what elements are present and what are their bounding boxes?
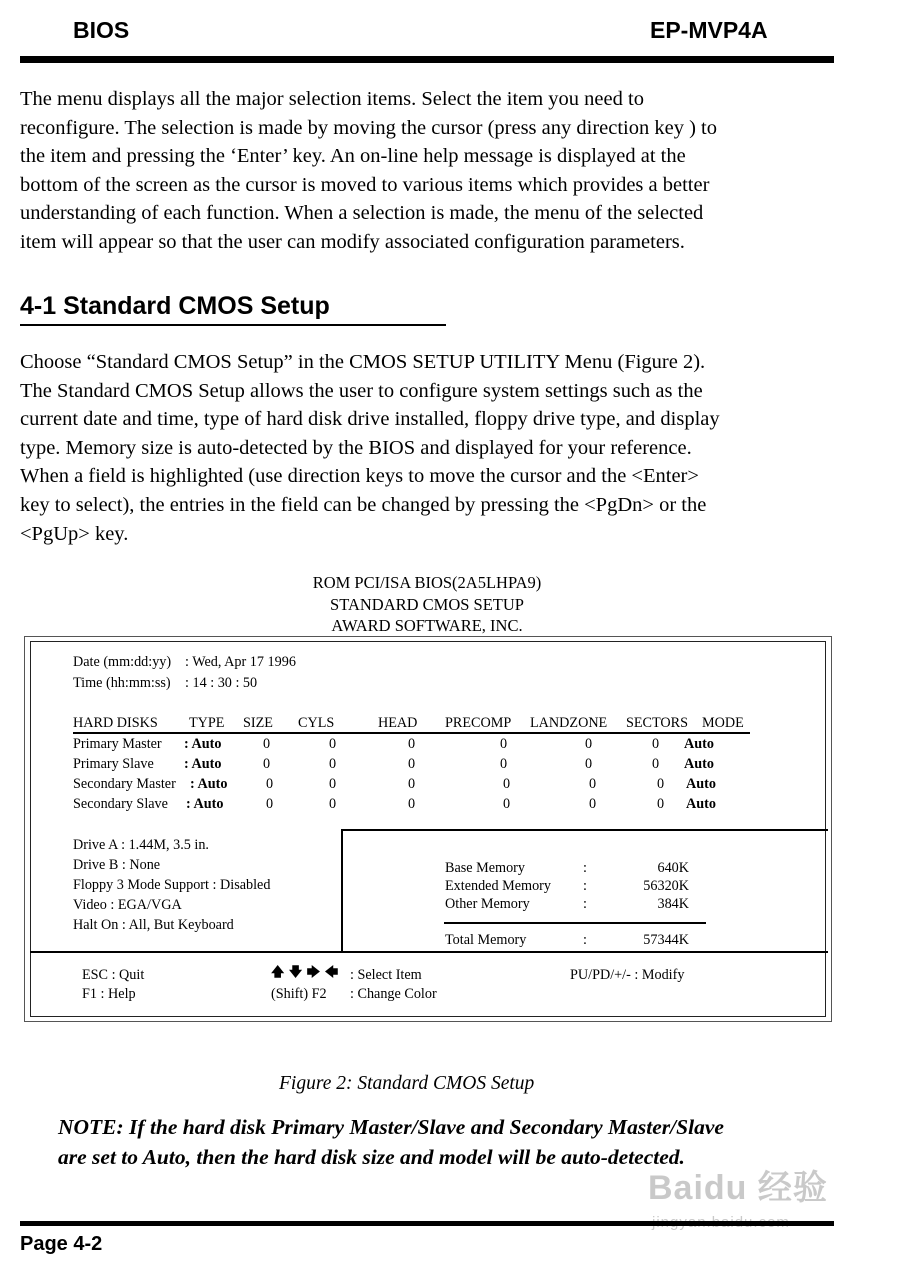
total-memory-label: Total Memory	[445, 932, 527, 948]
hd-row-size: 0	[266, 796, 274, 812]
hd-row-sectors: 0	[657, 776, 665, 792]
hd-row-name: Primary Master	[73, 736, 162, 752]
hd-row-head: 0	[408, 736, 416, 752]
intro-line: bottom of the screen as the cursor is moved to various items which provides a better	[20, 173, 710, 196]
hd-row-mode[interactable]: Auto	[686, 796, 716, 812]
hd-row-precomp: 0	[503, 796, 511, 812]
hd-row-landzone: 0	[589, 776, 597, 792]
note-line: NOTE: If the hard disk Primary Master/Slave and Secondary Master/Slave	[58, 1115, 724, 1139]
intro-line: item will appear so that the user can modify associated configuration parameters.	[20, 230, 685, 253]
drive-b-setting[interactable]: Drive B : None	[73, 857, 161, 873]
section-title: 4-1 Standard CMOS Setup	[20, 292, 330, 320]
total-memory-value: 57344K	[643, 932, 689, 948]
intro-line: reconfigure. The selection is made by moving the cursor (press any direction key ) to	[20, 116, 717, 139]
body-paragraph	[20, 348, 900, 548]
body-line: current date and time, type of hard disk drive installed, floppy drive type, and display	[20, 408, 720, 431]
key-f1-help: F1 : Help	[82, 986, 136, 1002]
key-modify: PU/PD/+/- : Modify	[570, 967, 685, 983]
hd-row-size: 0	[263, 756, 271, 772]
body-line: Choose “Standard CMOS Setup” in the CMOS SETUP UTILITY Menu (Figure 2).	[20, 351, 706, 373]
key-shift-f2: (Shift) F2	[271, 986, 327, 1002]
intro-line: the item and pressing the ‘Enter’ key. An on-line help message is displayed at the	[20, 145, 686, 168]
hd-row-type[interactable]: : Auto	[186, 796, 224, 812]
bios-caption-line: AWARD SOFTWARE, INC.	[331, 616, 523, 635]
hd-header: TYPE	[189, 715, 225, 731]
hd-row-landzone: 0	[585, 736, 593, 752]
memory-colon: :	[583, 878, 587, 894]
body-line: type. Memory size is auto-detected by the BIOS and displayed for your reference.	[20, 436, 692, 459]
bios-caption-line: ROM PCI/ISA BIOS(2A5LHPA9)	[312, 573, 542, 592]
hd-row-sectors: 0	[652, 736, 660, 752]
hd-row-cyls: 0	[329, 796, 337, 812]
halt-on-setting[interactable]: Halt On : All, But Keyboard	[73, 917, 234, 933]
hd-row-name: Secondary Master	[73, 776, 176, 792]
header-model: EP-MVP4A	[650, 17, 768, 43]
hd-row-precomp: 0	[503, 776, 511, 792]
hd-header: HARD DISKS	[73, 715, 158, 731]
time-value[interactable]: : 14 : 30 : 50	[185, 675, 258, 691]
hd-row-landzone: 0	[589, 796, 597, 812]
floppy3-mode-setting[interactable]: Floppy 3 Mode Support : Disabled	[73, 877, 271, 893]
memory-total-rule	[444, 922, 706, 924]
date-label: Date (mm:dd:yy)	[73, 654, 172, 670]
hd-row-cyls: 0	[329, 736, 337, 752]
hd-header: HEAD	[378, 715, 418, 731]
body-line: When a field is highlighted (use direction keys to move the cursor and the <Enter>	[20, 465, 699, 488]
header-rule	[20, 56, 834, 63]
total-memory-colon: :	[583, 932, 587, 948]
body-line: The Standard CMOS Setup allows the user to configure system settings such as the	[20, 379, 703, 402]
keys-separator-rule	[30, 951, 828, 953]
hd-row-name: Primary Slave	[73, 756, 154, 772]
hd-row-precomp: 0	[500, 736, 508, 752]
intro-paragraph	[20, 85, 900, 257]
page-number: Page 4-2	[20, 1233, 103, 1255]
memory-label: Extended Memory	[445, 878, 551, 894]
memory-value: 384K	[657, 896, 689, 912]
hd-row-mode[interactable]: Auto	[686, 776, 716, 792]
section-title-underline	[20, 324, 446, 326]
date-value[interactable]: : Wed, Apr 17 1996	[185, 654, 296, 670]
hd-row-mode[interactable]: Auto	[684, 736, 714, 752]
hd-header: LANDZONE	[530, 715, 608, 731]
memory-value: 56320K	[643, 878, 689, 894]
hd-row-head: 0	[408, 776, 416, 792]
hd-row-landzone: 0	[585, 756, 593, 772]
memory-colon: :	[583, 896, 587, 912]
hd-row-size: 0	[263, 736, 271, 752]
hd-row-size: 0	[266, 776, 274, 792]
note-line: are set to Auto, then the hard disk size and model will be auto-detected.	[58, 1145, 685, 1169]
memory-panel-top-rule	[341, 829, 828, 831]
drive-a-setting[interactable]: Drive A : 1.44M, 3.5 in.	[73, 837, 209, 853]
hd-row-precomp: 0	[500, 756, 508, 772]
hd-header: CYLS	[298, 715, 335, 731]
intro-line: understanding of each function. When a selection is made, the menu of the selected	[20, 202, 704, 225]
key-esc-quit: ESC : Quit	[82, 967, 145, 983]
memory-label: Base Memory	[445, 860, 525, 876]
body-line: <PgUp> key.	[20, 522, 129, 545]
hd-header: SIZE	[243, 715, 273, 731]
hd-row-head: 0	[408, 796, 416, 812]
bios-caption-line: STANDARD CMOS SETUP	[330, 595, 524, 614]
hd-row-cyls: 0	[329, 756, 337, 772]
hd-row-type[interactable]: : Auto	[184, 736, 222, 752]
footer-rule	[20, 1221, 834, 1226]
time-label: Time (hh:mm:ss)	[73, 675, 171, 691]
hd-header: SECTORS	[626, 715, 689, 731]
hd-row-head: 0	[408, 756, 416, 772]
hd-row-sectors: 0	[652, 756, 660, 772]
watermark-logo: Baidu 经验	[648, 1169, 828, 1207]
memory-panel-left-rule	[341, 829, 343, 953]
memory-colon: :	[583, 860, 587, 876]
hd-header: MODE	[702, 715, 744, 731]
arrow-keys-icon: 🡅 🡇 🡆 🡄	[271, 965, 339, 980]
hd-header-rule	[73, 732, 750, 734]
intro-line: The menu displays all the major selection items. Select the item you need to	[20, 88, 644, 110]
hd-row-mode[interactable]: Auto	[684, 756, 714, 772]
key-change-color: : Change Color	[350, 986, 437, 1002]
memory-value: 640K	[657, 860, 689, 876]
key-select-item: : Select Item	[350, 967, 422, 983]
hd-row-name: Secondary Slave	[73, 796, 168, 812]
hd-row-sectors: 0	[657, 796, 665, 812]
hd-row-type[interactable]: : Auto	[184, 756, 222, 772]
hd-row-cyls: 0	[329, 776, 337, 792]
memory-label: Other Memory	[445, 896, 530, 912]
header-title: BIOS	[73, 17, 130, 43]
video-setting[interactable]: Video : EGA/VGA	[73, 897, 182, 913]
figure-caption: Figure 2: Standard CMOS Setup	[279, 1073, 535, 1094]
body-line: key to select), the entries in the field can be changed by pressing the <PgDn> or the	[20, 493, 707, 516]
hd-header: PRECOMP	[445, 715, 512, 731]
hd-row-type[interactable]: : Auto	[190, 776, 228, 792]
